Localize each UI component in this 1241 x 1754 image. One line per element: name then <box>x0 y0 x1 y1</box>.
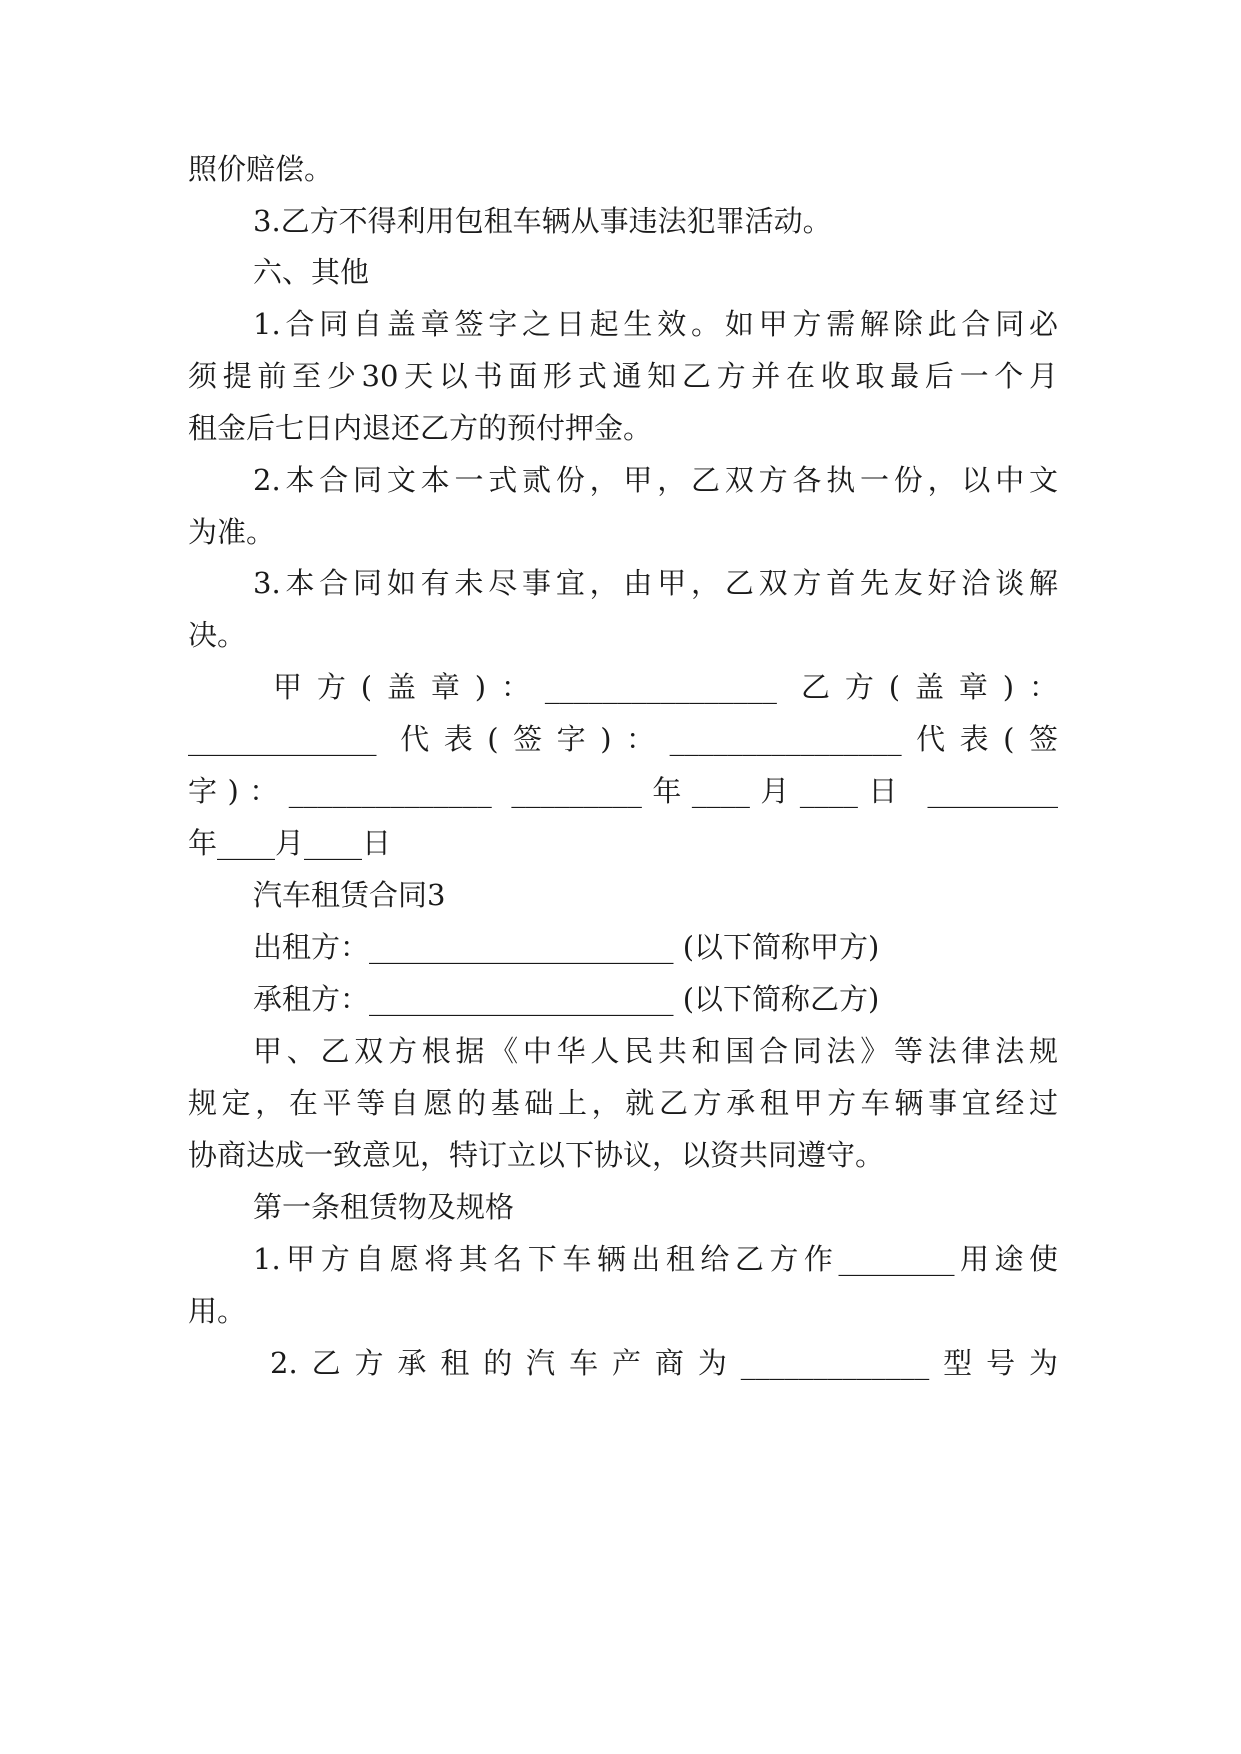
signature-date-line: 年____月____日 <box>188 826 392 860</box>
text-line: 须提前至少30天以书面形式通知乙方并在收取最后一个月 <box>188 359 1058 393</box>
signature-line: _____________ 代表(签字)：________________代表(签 <box>188 722 1058 756</box>
article-heading: 第一条租赁物及规格 <box>253 1190 515 1224</box>
text-line: 规定，在平等自愿的基础上，就乙方承租甲方车辆事宜经过 <box>188 1086 1058 1120</box>
text-line: 2.本合同文本一式贰份，甲，乙双方各执一份，以中文 <box>253 463 1058 497</box>
document-title: 汽车租赁合同3 <box>253 878 446 912</box>
text-line: 决。 <box>188 618 247 652</box>
signature-line: 甲方(盖章)：________________ 乙方(盖章)： <box>273 670 1058 704</box>
text-line: 协商达成一致意见，特订立以下协议，以资共同遵守。 <box>188 1138 885 1172</box>
text-line: 3.乙方不得利用包租车辆从事违法犯罪活动。 <box>253 204 832 238</box>
text-line: 照价赔偿。 <box>188 152 334 186</box>
text-line: 为准。 <box>188 515 276 549</box>
text-line: 租金后七日内退还乙方的预付押金。 <box>188 411 653 445</box>
text-line: 用。 <box>188 1294 247 1328</box>
text-line: 2.乙方承租的汽车产商为_____________型号为 <box>270 1346 1058 1380</box>
text-line: 3.本合同如有未尽事宜，由甲，乙双方首先友好洽谈解 <box>253 566 1058 600</box>
text-line: 1.合同自盖章签字之日起生效。如甲方需解除此合同必 <box>253 307 1058 341</box>
signature-date-line: 字)：______________ _________年____月____日 _________ <box>188 774 1058 808</box>
lessor-line: 出租方：_____________________ (以下简称甲方) <box>253 930 880 964</box>
text-line: 甲、乙双方根据《中华人民共和国合同法》等法律法规 <box>253 1034 1058 1068</box>
lessee-line: 承租方：_____________________ (以下简称乙方) <box>253 982 880 1016</box>
text-line: 1.甲方自愿将其名下车辆出租给乙方作________用途使 <box>253 1242 1058 1276</box>
section-heading: 六、其他 <box>253 255 370 289</box>
